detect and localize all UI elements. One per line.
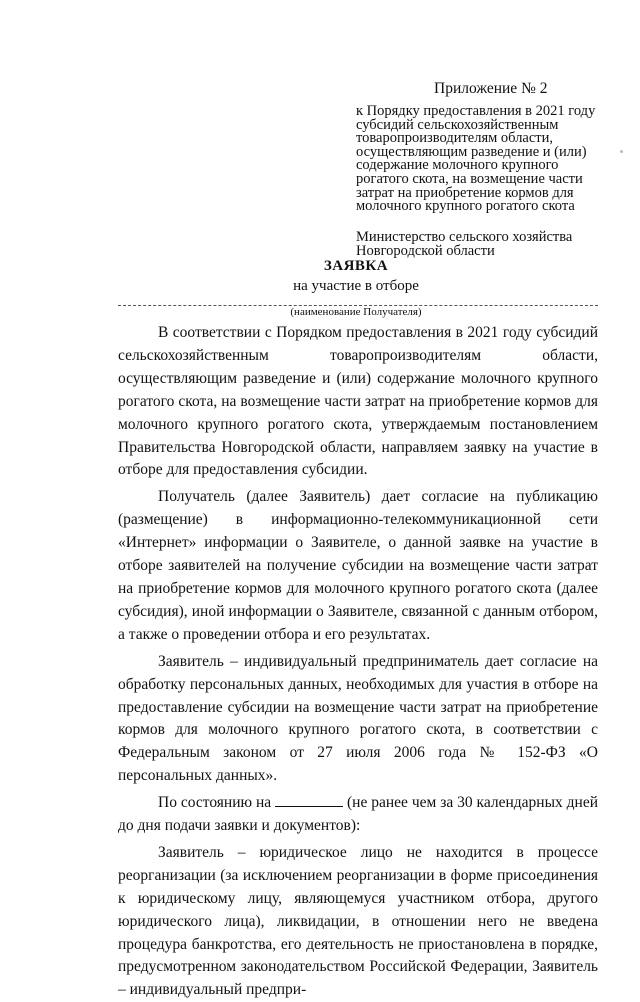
status-date-label: По состоянию на [158, 794, 272, 812]
document-subtitle: на участие в отборе [293, 278, 419, 294]
date-blank-field [275, 792, 343, 807]
appendix-title: Приложение № 2 [434, 80, 548, 97]
paragraph-legal-status: Заявитель – юридическое лицо не находится в процессе реорганизации (за исключением реорганизации в форме присоединения к юридическому лицу, являющемуся участником отбора, другого юридического лица), ликвидации, в отношении него не введена процедура банкротства, его деятельность не приостановлена в порядке, предусмотренном законодательством Российской Федерации, Заявитель – индивидуальный предпри- [118, 843, 598, 999]
scan-speck [620, 150, 623, 153]
appendix-reference: к Порядку предоставления в 2021 году субсидий сельскохозяйственным товаропроизводителям области, осуществляющим разведение и (или) содержание молочного крупного рогатого скота, на возмещение части затрат на приобретение кормов для молочного крупного рогатого скота [356, 103, 596, 215]
paragraph-publication-consent: Получатель (далее Заявитель) дает согласие на публикацию (размещение) в информационно-телекоммуникационной сети «Интернет» информации о Заявителе, о данной заявке на участие в отборе заявителей на получение субсидии на возмещение части затрат на приобретение кормов для молочного крупного рогатого скота (далее субсидия), иной информации о Заявителе, связанной с данным отбором, а также о проведении отбора и его результатах. [118, 488, 598, 643]
appendix-header [356, 80, 606, 258]
paragraph-status-date [118, 792, 598, 838]
recipient-name-caption: (наименование Получателя) [290, 306, 422, 318]
paragraph-procedure: В соответствии с Порядком предоставления в 2021 году субсидий сельскохозяйственным товаропроизводителям области, осуществляющим разведение и (или) содержание молочного крупного рогатого скота, на возмещение части затрат на приобретение кормов для молочного крупного рогатого скота, утверждаемым постановлением Правительства Новгородской области, направляем заявку на участие в отборе для предоставления субсидии. [118, 324, 598, 479]
ministry-addressee: Министерство сельского хозяйства Новгородской области [356, 228, 573, 259]
status-date-condition: (не ранее чем за 30 календарных дней до дня подачи заявки и документов): [118, 794, 599, 835]
document-title: ЗАЯВКА [323, 258, 389, 274]
application-body [118, 322, 598, 1002]
paragraph-personal-data-consent: Заявитель – индивидуальный предприниматель дает согласие на обработку персональных данных, необходимых для участия в отборе на предоставление субсидии на возмещение части затрат на приобретение кормов для молочного крупного рогатого скота, в соответствии с Федеральным законом от 27 июля 2006 года № 152-ФЗ «О персональных данных». [118, 652, 598, 785]
